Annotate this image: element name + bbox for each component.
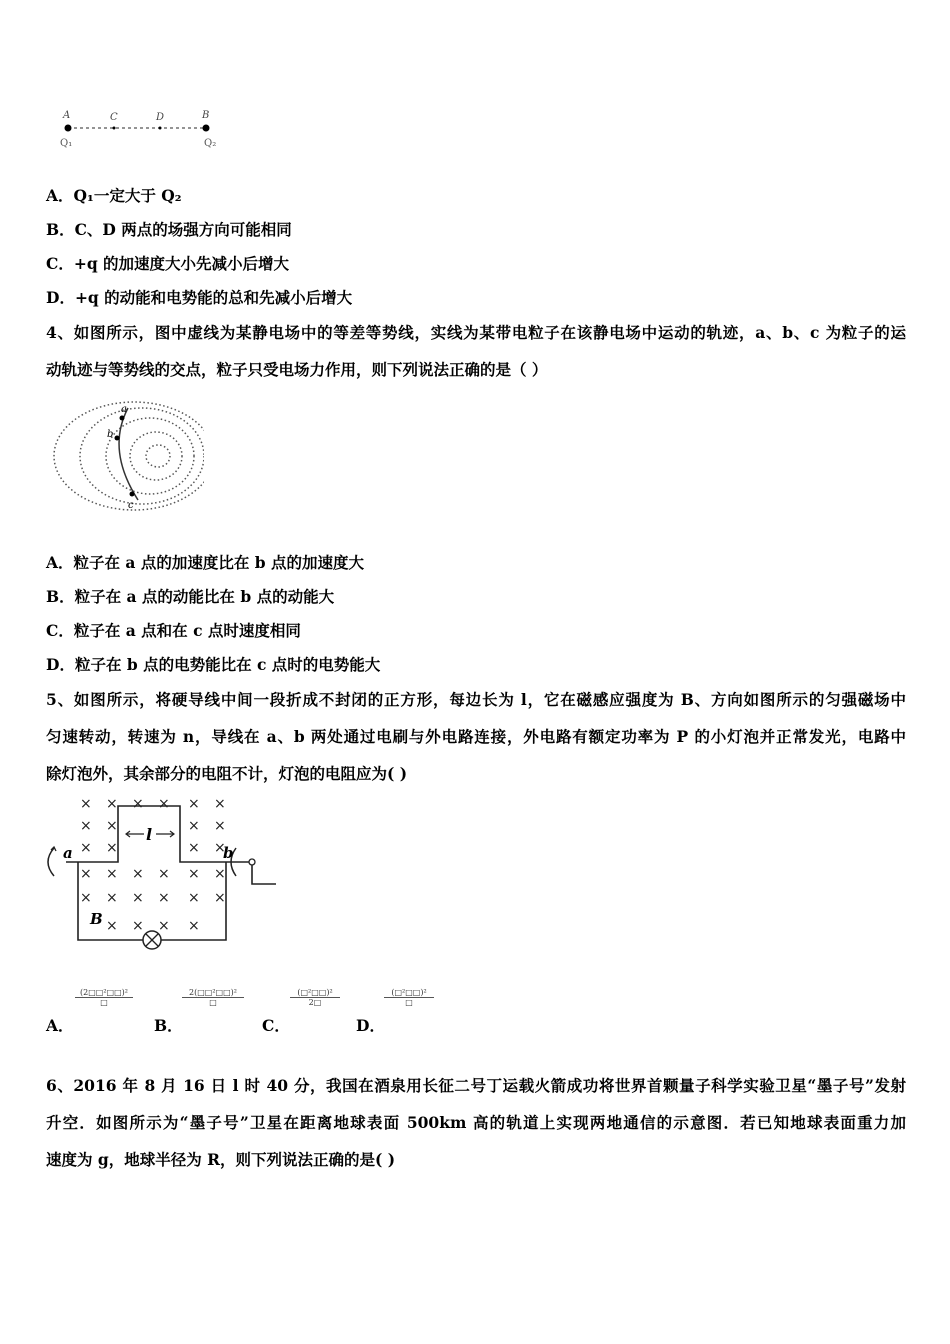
label-l: l [146,825,153,844]
q4-option-c: C．粒子在 a 点和在 c 点时速度相同 [46,621,301,640]
svg-text:×: × [132,796,144,812]
q5-option-a-label: A． [46,1016,74,1035]
label-D: D [156,112,165,123]
svg-text:×: × [132,866,144,882]
option-d-denominator: □ [405,998,413,1007]
q4-option-a: A．粒子在 a 点的加速度比在 b 点的加速度大 [46,553,364,572]
q3-option-c: C．+q 的加速度大小先减小后增大 [46,254,290,273]
svg-text:×: × [80,890,92,906]
svg-text:×: × [106,890,118,906]
svg-text:×: × [80,818,92,834]
svg-text:×: × [158,866,170,882]
svg-text:×: × [132,918,144,934]
svg-text:×: × [106,866,118,882]
svg-text:×: × [158,890,170,906]
option-a-numerator: (2□□²□□)² [75,988,133,998]
q4-option-b: B．粒子在 a 点的动能比在 b 点的动能大 [46,587,335,606]
svg-text:×: × [214,890,226,906]
svg-text:×: × [188,890,200,906]
svg-text:×: × [188,840,200,856]
q5-option-b-label: B． [154,1016,183,1035]
svg-text:×: × [158,918,170,934]
q5-option-b-formula [182,988,244,1007]
q4-option-d: D．粒子在 b 点的电势能比在 c 点时的电势能大 [46,655,381,674]
q3-option-b: B．C、D 两点的场强方向可能相同 [46,220,292,239]
coil-figure [40,792,285,952]
svg-text:×: × [80,866,92,882]
option-c-numerator: (□²□□)² [290,988,340,998]
label-a: a [63,844,73,862]
svg-text:×: × [132,890,144,906]
svg-text:×: × [80,840,92,856]
label-c: c [128,500,134,511]
label-Q1: Q₁ [60,138,73,149]
svg-text:×: × [188,918,200,934]
q5-option-c-formula [290,988,340,1007]
equipotential-figure [44,396,204,528]
option-a-denominator: □ [100,998,108,1007]
svg-text:×: × [214,866,226,882]
q5-option-d-formula [384,988,434,1007]
q5-option-a-formula [75,988,133,1007]
option-c-denominator: 2□ [308,998,322,1007]
label-Q2: Q₂ [204,138,217,149]
label-B: B [90,910,103,928]
q5-stem-line3: 除灯泡外，其余部分的电阻不计，灯泡的电阻应为( ) [46,764,408,783]
label-C: C [110,112,118,123]
svg-text:×: × [106,796,118,812]
svg-text:×: × [80,796,92,812]
q5-option-c-label: C． [262,1016,290,1035]
label-A: A [63,110,71,121]
q3-option-a: A．Q₁一定大于 Q₂ [46,186,182,205]
q5-stem-line2: 匀速转动，转速为 n，导线在 a、b 两处通过电刷与外电路连接，外电路有额定功率为 P 的小灯泡并正常发光，电路中 [46,727,906,746]
label-b: b [107,429,114,440]
svg-text:×: × [188,796,200,812]
svg-text:×: × [214,796,226,812]
label-b: b [223,844,234,862]
option-b-denominator: □ [209,998,217,1007]
q4-stem-line1: 4、如图所示，图中虚线为某静电场中的等差等势线，实线为某带电粒子在该静电场中运动的轨迹，a、b、c 为粒子的运 [46,323,906,342]
svg-text:×: × [106,918,118,934]
q5-stem-line1: 5、如图所示，将硬导线中间一段折成不封闭的正方形，每边长为 l，它在磁感应强度为 B、方向如图所示的匀强磁场中 [46,690,906,709]
q6-stem-line1: 6、2016 年 8 月 16 日 l 时 40 分，我国在酒泉用长征二号丁运载火箭成功将世界首颗量子科学实验卫星“墨子号”发射 [46,1076,906,1095]
charges-figure [56,104,236,156]
svg-text:×: × [188,866,200,882]
svg-text:×: × [188,818,200,834]
q3-option-d: D．+q 的动能和电势能的总和先减小后增大 [46,288,353,307]
label-a: a [121,404,127,415]
label-B: B [202,110,210,121]
option-b-numerator: 2(□□²□□)² [182,988,244,998]
q6-stem-line3: 速度为 g，地球半径为 R，则下列说法正确的是( ) [46,1150,396,1169]
svg-text:×: × [106,818,118,834]
q4-stem-line2: 动轨迹与等势线的交点，粒子只受电场力作用，则下列说法正确的是（ ） [46,360,548,379]
svg-text:×: × [158,796,170,812]
svg-text:×: × [214,840,226,856]
q6-stem-line2: 升空．如图所示为“墨子号”卫星在距离地球表面 500km 高的轨道上实现两地通信的示意图．若已知地球表面重力加 [46,1113,906,1132]
svg-text:×: × [106,840,118,856]
option-d-numerator: (□²□□)² [384,988,434,998]
q5-option-d-label: D． [356,1016,385,1035]
svg-text:×: × [214,818,226,834]
